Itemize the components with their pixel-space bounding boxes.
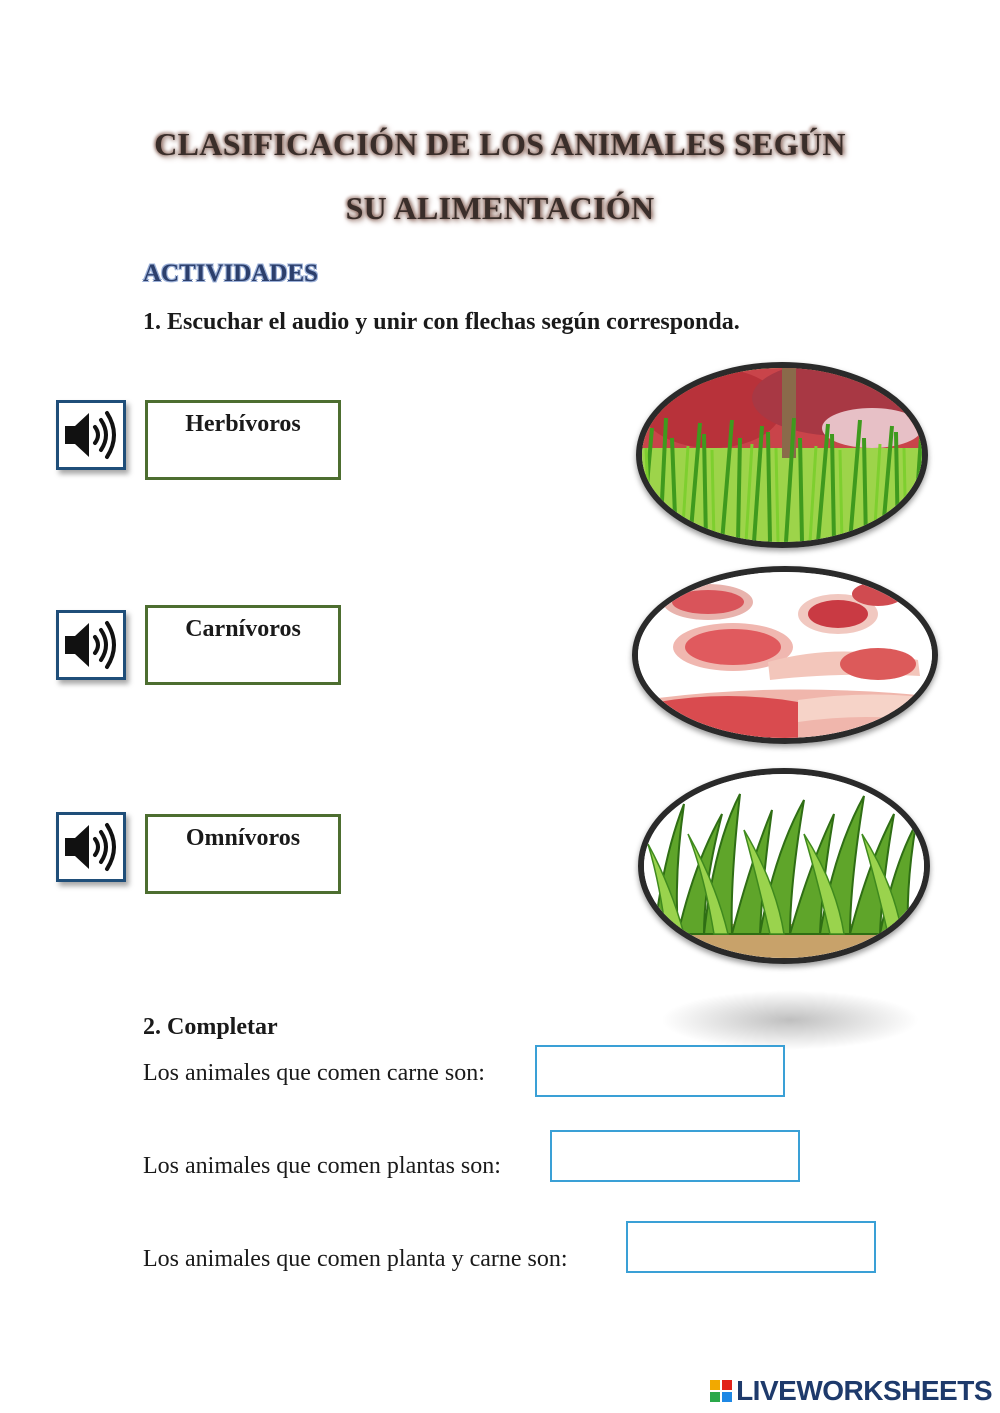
meat-cuts-image[interactable] <box>632 566 938 744</box>
grass-plants-image[interactable] <box>638 768 930 964</box>
label-box-carnivoros <box>145 605 341 685</box>
label-box-herbivoros <box>145 400 341 480</box>
label-box-omnivoros <box>145 814 341 894</box>
brand-name: LIVEWORKSHEETS <box>736 1375 992 1406</box>
meat-cuts-illustration <box>638 572 932 738</box>
label-herbivoros: Herbívoros <box>185 411 301 437</box>
page-title-line-2: SU ALIMENTACIÓN <box>345 190 655 226</box>
label-carnivoros: Carnívoros <box>185 616 301 642</box>
sentence-carne: Los animales que comen carne son: <box>143 1060 485 1086</box>
answer-input-planta-y-carne[interactable] <box>626 1221 876 1273</box>
speaker-icon <box>59 815 123 879</box>
exercise-1-instruction: 1. Escuchar el audio y unir con flechas según corresponda. <box>143 309 740 335</box>
meat-and-grass-image[interactable] <box>636 362 928 548</box>
liveworksheets-mark-icon <box>710 1380 732 1402</box>
page-title-line-1: CLASIFICACIÓN DE LOS ANIMALES SEGÚN <box>154 126 846 162</box>
play-audio-button-carnivoros[interactable] <box>56 610 126 680</box>
sentence-plantas: Los animales que comen plantas son: <box>143 1153 501 1179</box>
answer-input-carne[interactable] <box>535 1045 785 1097</box>
answer-input-plantas[interactable] <box>550 1130 800 1182</box>
speaker-icon <box>59 403 123 467</box>
play-audio-button-omnivoros[interactable] <box>56 812 126 882</box>
speaker-icon <box>59 613 123 677</box>
image-drop-shadow <box>660 990 920 1050</box>
grass-plants-illustration <box>644 774 924 958</box>
activities-heading: ACTIVIDADES <box>143 260 319 287</box>
sentence-planta-y-carne: Los animales que comen planta y carne son: <box>143 1246 568 1272</box>
label-omnivoros: Omnívoros <box>185 825 301 851</box>
meat-and-grass-illustration <box>642 368 922 542</box>
play-audio-button-herbivoros[interactable] <box>56 400 126 470</box>
exercise-2-heading: 2. Completar <box>143 1014 278 1040</box>
liveworksheets-logo[interactable] <box>710 1375 992 1407</box>
